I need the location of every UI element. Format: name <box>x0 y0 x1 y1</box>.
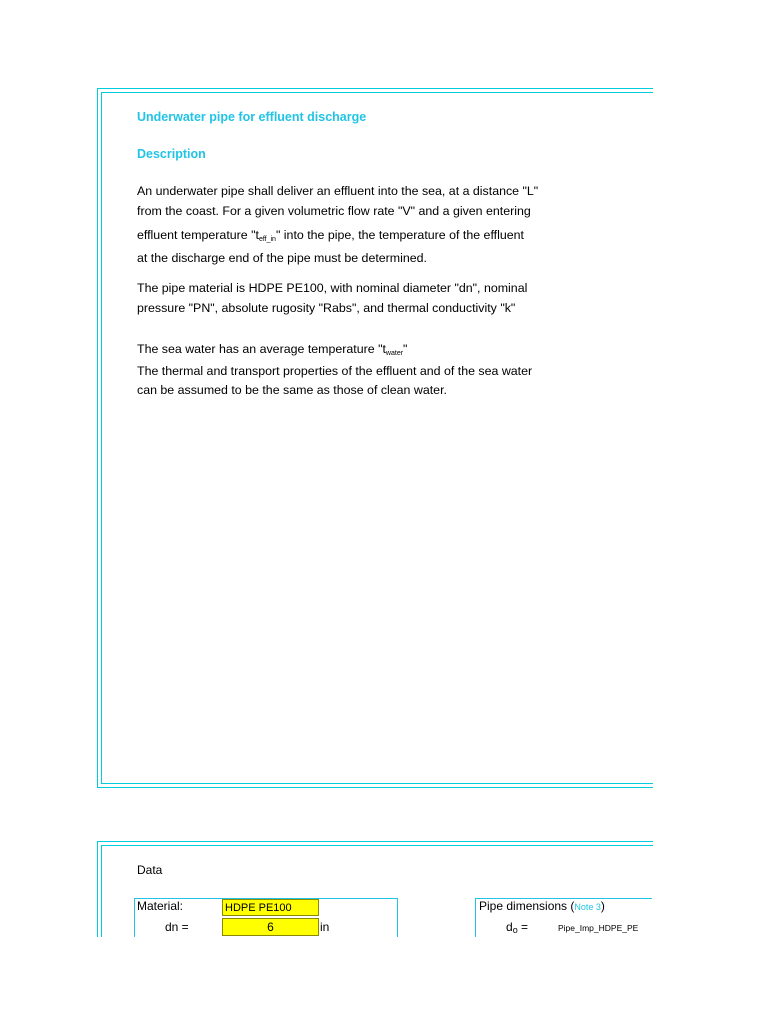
text-run: effluent temperature "t <box>137 228 259 242</box>
text-run: Pipe dimensions ( <box>479 899 575 913</box>
paragraph-line: An underwater pipe shall deliver an effluent into the sea, at a distance "L" <box>137 184 539 198</box>
material-value-cell[interactable]: HDPE PE100 <box>222 899 319 916</box>
subscript: water <box>385 350 404 357</box>
data-label: Data <box>137 863 163 877</box>
document-title: Underwater pipe for effluent discharge <box>137 110 367 124</box>
text-run: = <box>517 920 529 934</box>
paragraph-line: The pipe material is HDPE PE100, with nominal diameter "dn", nominal <box>137 281 528 295</box>
subscript: o <box>512 925 518 935</box>
dn-value-cell[interactable]: 6 <box>222 918 319 936</box>
text-run: d <box>506 920 513 934</box>
do-label <box>506 920 528 935</box>
paragraph-material <box>137 278 527 318</box>
material-label: Material: <box>137 899 184 913</box>
paragraph-line <box>137 225 538 250</box>
paragraph-line: can be assumed to be the same as those of clean water. <box>137 383 447 397</box>
do-value: Pipe_Imp_HDPE_PE <box>558 923 639 933</box>
paragraph-intro <box>137 181 538 268</box>
pipe-dimensions-label <box>479 899 605 913</box>
paragraph-line: from the coast. For a given volumetric flow rate "V" and a given entering <box>137 204 531 218</box>
text-run: " into the pipe, the temperature of the effluent <box>275 228 524 242</box>
paragraph-line: pressure "PN", absolute rugosity "Rabs", and thermal conductivity "k" <box>137 301 516 315</box>
dn-label: dn = <box>165 920 189 934</box>
note-link[interactable]: Note 3 <box>574 902 601 912</box>
text-run: ) <box>600 899 605 913</box>
description-heading: Description <box>137 147 206 161</box>
text-run: The sea water has an average temperature "t <box>137 342 386 356</box>
dn-unit: in <box>320 920 330 934</box>
subscript: eff_in <box>258 236 276 243</box>
paragraph-line: at the discharge end of the pipe must be determined. <box>137 251 427 265</box>
page-bottom-margin <box>0 937 768 1024</box>
paragraph-line: The thermal and transport properties of the effluent and of the sea water <box>137 364 533 378</box>
text-run: " <box>403 342 408 356</box>
paragraph-sea-water <box>137 339 532 400</box>
